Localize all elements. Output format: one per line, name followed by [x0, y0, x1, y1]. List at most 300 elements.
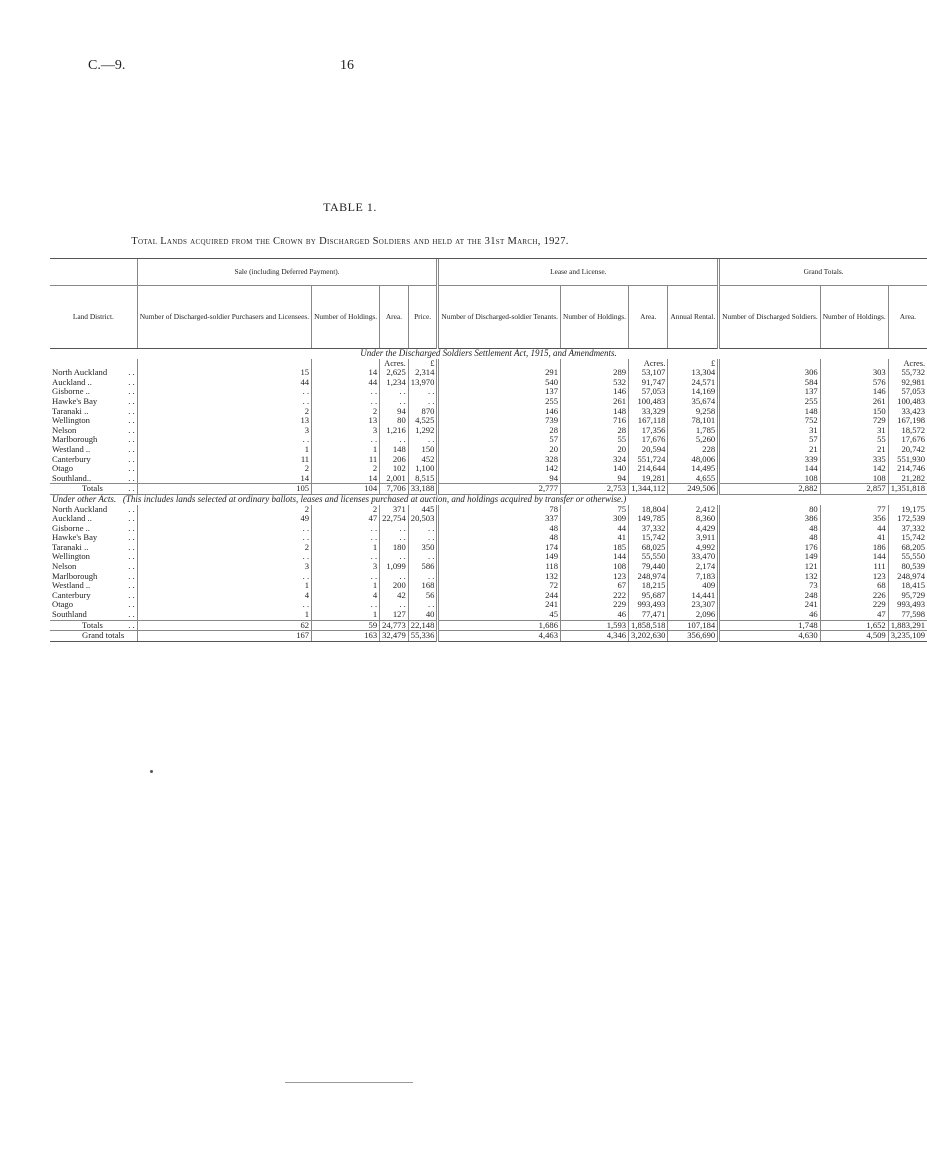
value-cell: . . [137, 600, 311, 610]
value-cell: 261 [820, 397, 888, 407]
value-cell: 226 [820, 591, 888, 601]
value-cell: 33,470 [668, 552, 719, 562]
value-cell: 55,732 [888, 368, 927, 378]
col-grand-holdings: Number of Holdings. [820, 286, 888, 349]
value-cell: . . [380, 387, 409, 397]
value-cell: 4,463 [438, 631, 561, 642]
value-cell: 23,307 [668, 600, 719, 610]
district-cell: Marlborough [52, 434, 98, 445]
value-cell: 1,234 [380, 378, 409, 388]
value-cell: 68 [820, 581, 888, 591]
table-row [50, 455, 927, 465]
value-cell: 31 [820, 426, 888, 436]
value-cell: 92,981 [888, 378, 927, 388]
district-cell: Southland [52, 609, 87, 620]
value-cell: 1,099 [380, 562, 409, 572]
ink-mark [150, 770, 153, 773]
value-cell: . . [408, 600, 438, 610]
value-cell: 67 [561, 581, 629, 591]
value-cell: 48 [438, 524, 561, 534]
value-cell: 2 [137, 407, 311, 417]
value-cell: 21 [719, 445, 821, 455]
unit-sale-area: Acres. [380, 359, 409, 369]
value-cell: . . [312, 524, 380, 534]
value-cell: 148 [380, 445, 409, 455]
col-sale-area: Area. [380, 286, 409, 349]
table-row [50, 514, 927, 524]
value-cell: . . [137, 552, 311, 562]
leader-dots: . . [128, 580, 135, 591]
value-cell: 14 [312, 368, 380, 378]
value-cell: 21 [820, 445, 888, 455]
leader-dots: . . [128, 386, 135, 397]
table-title: TABLE 1. [323, 200, 377, 214]
table-row [50, 552, 927, 562]
value-cell: . . [312, 533, 380, 543]
col-sale-holdings: Number of Holdings. [312, 286, 380, 349]
col-lease-tenants: Number of Discharged-soldier Tenants. [438, 286, 561, 349]
value-cell: 1,785 [668, 426, 719, 436]
value-cell: 14,495 [668, 464, 719, 474]
value-cell: 4,630 [719, 631, 821, 642]
leader-dots: . . [128, 541, 135, 552]
value-cell: 386 [719, 514, 821, 524]
leader-dots: . . [128, 551, 135, 562]
value-cell: . . [408, 572, 438, 582]
table-row [50, 368, 927, 378]
value-cell: 95,729 [888, 591, 927, 601]
value-cell: . . [312, 387, 380, 397]
leader-dots: . . [128, 415, 135, 426]
value-cell: 20,742 [888, 445, 927, 455]
value-cell: 8,515 [408, 474, 438, 484]
value-cell: 1,883,291 [888, 620, 927, 631]
value-cell: 3 [137, 426, 311, 436]
value-cell: 14 [312, 474, 380, 484]
value-cell: 200 [380, 581, 409, 591]
value-cell: . . [380, 533, 409, 543]
value-cell: 586 [408, 562, 438, 572]
value-cell: 20 [561, 445, 629, 455]
value-cell: 2 [312, 505, 380, 515]
value-cell: 532 [561, 378, 629, 388]
value-cell: 214,746 [888, 464, 927, 474]
land-table [50, 258, 927, 642]
value-cell: 3,202,630 [629, 631, 668, 642]
value-cell: 540 [438, 378, 561, 388]
leader-dots: . . [128, 609, 135, 620]
value-cell: 168 [408, 581, 438, 591]
table-row [50, 416, 927, 426]
value-cell: 4,346 [561, 631, 629, 642]
value-cell: 350 [408, 543, 438, 553]
value-cell: 55,550 [888, 552, 927, 562]
value-cell: 144 [561, 552, 629, 562]
grand-totals-row [50, 631, 927, 642]
leader-dots: . . [128, 599, 135, 610]
value-cell: 339 [719, 455, 821, 465]
value-cell: 14,441 [668, 591, 719, 601]
col-grand-area: Area. [888, 286, 927, 349]
lease-group-header: Lease and License. [438, 259, 719, 286]
value-cell: 15,742 [888, 533, 927, 543]
value-cell: 137 [719, 387, 821, 397]
value-cell: 33,423 [888, 407, 927, 417]
leader-dots: . . [128, 463, 135, 474]
value-cell: 118 [438, 562, 561, 572]
value-cell: 78 [438, 505, 561, 515]
value-cell: 45 [438, 610, 561, 620]
value-cell: 309 [561, 514, 629, 524]
value-cell: . . [312, 600, 380, 610]
leader-dots: . . [128, 503, 135, 514]
value-cell: 144 [820, 552, 888, 562]
leader-dots: . . [128, 561, 135, 572]
value-cell: . . [408, 552, 438, 562]
value-cell: 255 [438, 397, 561, 407]
district-cell: North Auckland [52, 503, 108, 514]
value-cell: 229 [561, 600, 629, 610]
district-cell: Westland .. [52, 580, 91, 591]
district-cell: Nelson [52, 561, 77, 572]
value-cell: 15 [137, 368, 311, 378]
value-cell: 167,118 [629, 416, 668, 426]
value-cell: 2 [312, 464, 380, 474]
value-cell: 28 [561, 426, 629, 436]
value-cell: 42 [380, 591, 409, 601]
value-cell: 146 [438, 407, 561, 417]
value-cell: . . [380, 552, 409, 562]
value-cell: 1,652 [820, 620, 888, 631]
value-cell: 132 [438, 572, 561, 582]
table-row [50, 524, 927, 534]
value-cell: 185 [561, 543, 629, 553]
value-cell: 167,198 [888, 416, 927, 426]
col-sale-purchasers: Number of Discharged-soldier Purchasers and Licensees. [137, 286, 311, 349]
value-cell: 13 [137, 416, 311, 426]
section-1-title-row [50, 349, 927, 359]
value-cell: 73 [719, 581, 821, 591]
value-cell: 149 [438, 552, 561, 562]
value-cell: 174 [438, 543, 561, 553]
value-cell: 241 [438, 600, 561, 610]
value-cell: 13,970 [408, 378, 438, 388]
value-cell: 47 [312, 514, 380, 524]
district-cell: Hawke's Bay [52, 532, 98, 543]
value-cell: 94 [380, 407, 409, 417]
section-2-lead: Under other Acts. [52, 493, 117, 504]
value-cell: 49 [137, 514, 311, 524]
district-cell: Auckland .. [52, 513, 92, 524]
table-row [50, 407, 927, 417]
table-row [50, 397, 927, 407]
leader-dots: . . [128, 472, 135, 483]
value-cell: 150 [820, 407, 888, 417]
value-cell: 4,509 [820, 631, 888, 642]
value-cell: 14,169 [668, 387, 719, 397]
value-cell: 20,503 [408, 514, 438, 524]
value-cell: 149 [719, 552, 821, 562]
table-row [50, 445, 927, 455]
leader-dots: . . [128, 522, 135, 533]
district-cell: Gisborne .. [52, 522, 90, 533]
value-cell: 7,183 [668, 572, 719, 582]
col-lease-area: Area. [629, 286, 668, 349]
value-cell: 2,777 [438, 484, 561, 495]
value-cell: 20 [438, 445, 561, 455]
value-cell: 335 [820, 455, 888, 465]
value-cell: 4,992 [668, 543, 719, 553]
value-cell: . . [408, 533, 438, 543]
value-cell: 107,184 [668, 620, 719, 631]
value-cell: 40 [408, 610, 438, 620]
table-row [50, 387, 927, 397]
table-subtitle: Total Lands acquired from the Crown by Discharged Soldiers and held at the 31st March, 1927. [131, 236, 569, 247]
value-cell: 18,415 [888, 581, 927, 591]
value-cell: 303 [820, 368, 888, 378]
leader-dots: . . [128, 424, 135, 435]
value-cell: 229 [820, 600, 888, 610]
value-cell: 32,479 [380, 631, 409, 642]
value-cell: 149,785 [629, 514, 668, 524]
value-cell: 249,506 [668, 484, 719, 495]
value-cell: 11 [137, 455, 311, 465]
value-cell: 3 [312, 562, 380, 572]
value-cell: . . [408, 397, 438, 407]
district-cell: Nelson [52, 424, 77, 435]
table-row [50, 572, 927, 582]
value-cell: . . [380, 397, 409, 407]
value-cell: 108 [820, 474, 888, 484]
value-cell: 148 [719, 407, 821, 417]
value-cell: 77,598 [888, 610, 927, 620]
col-sale-price: Price. [408, 286, 438, 349]
district-cell: Marlborough [52, 570, 98, 581]
value-cell: . . [312, 572, 380, 582]
district-cell: Wellington [52, 551, 90, 562]
value-cell: 19,175 [888, 505, 927, 515]
leader-dots: . . [128, 453, 135, 464]
value-cell: 75 [561, 505, 629, 515]
value-cell: 132 [719, 572, 821, 582]
value-cell: 1,593 [561, 620, 629, 631]
value-cell: 33,329 [629, 407, 668, 417]
value-cell: 94 [438, 474, 561, 484]
value-cell: 244 [438, 591, 561, 601]
value-cell: 1 [137, 445, 311, 455]
value-cell: 123 [820, 572, 888, 582]
value-cell: 20,594 [629, 445, 668, 455]
value-cell: 356,690 [668, 631, 719, 642]
value-cell: 371 [380, 505, 409, 515]
section-1-title: Under the Discharged Soldiers Settlement Act, 1915, and Amendments. [360, 348, 617, 358]
value-cell: 55,336 [408, 631, 438, 642]
value-cell: . . [380, 572, 409, 582]
value-cell: 17,676 [888, 435, 927, 445]
value-cell: 1 [312, 543, 380, 553]
value-cell: 55,550 [629, 552, 668, 562]
leader-dots: . . [128, 513, 135, 524]
value-cell: 1,858,518 [629, 620, 668, 631]
value-cell: 248,974 [629, 572, 668, 582]
value-cell: . . [137, 387, 311, 397]
leader-dots: . . [128, 376, 135, 387]
page-number: 16 [340, 58, 354, 73]
value-cell: 44 [137, 378, 311, 388]
value-cell: 172,539 [888, 514, 927, 524]
value-cell: 77,471 [629, 610, 668, 620]
value-cell: 291 [438, 368, 561, 378]
value-cell: 1,748 [719, 620, 821, 631]
leader-dots [126, 631, 137, 642]
value-cell: 72 [438, 581, 561, 591]
value-cell: 584 [719, 378, 821, 388]
value-cell: 17,356 [629, 426, 668, 436]
totals-row [50, 484, 927, 495]
value-cell: 2 [312, 407, 380, 417]
value-cell: 1 [312, 445, 380, 455]
table-row [50, 505, 927, 515]
value-cell: 123 [561, 572, 629, 582]
value-cell: 1,351,818 [888, 484, 927, 495]
value-cell: 79,440 [629, 562, 668, 572]
value-cell: 37,332 [629, 524, 668, 534]
value-cell: 48,006 [668, 455, 719, 465]
value-cell: 248 [719, 591, 821, 601]
value-cell: . . [408, 435, 438, 445]
units-row [50, 359, 927, 369]
value-cell: . . [408, 387, 438, 397]
leader-dots: . . [126, 620, 137, 631]
value-cell: 104 [312, 484, 380, 495]
table-row [50, 581, 927, 591]
value-cell: 4,655 [668, 474, 719, 484]
report-reference: C.—9. [88, 58, 126, 73]
value-cell: 17,676 [629, 435, 668, 445]
value-cell: 241 [719, 600, 821, 610]
unit-lease-area: Acres. [629, 359, 668, 369]
section-2-note: (This includes lands selected at ordinary ballots, leases and licenses purchased at auction, and holdings acquired by transfer or otherwise.) [122, 493, 627, 504]
leader-dots: . . [128, 367, 135, 378]
value-cell: 551,930 [888, 455, 927, 465]
value-cell: 28 [438, 426, 561, 436]
value-cell: 3 [312, 426, 380, 436]
value-cell: 11 [312, 455, 380, 465]
value-cell: 46 [561, 610, 629, 620]
district-cell: Taranaki .. [52, 405, 89, 416]
grand-group-header: Grand Totals. [719, 259, 927, 286]
value-cell: 8,360 [668, 514, 719, 524]
value-cell: 33,188 [408, 484, 438, 495]
table-row [50, 543, 927, 553]
district-cell: Southland.. [52, 472, 92, 483]
value-cell: . . [137, 572, 311, 582]
table-row [50, 533, 927, 543]
totals-row [50, 620, 927, 631]
district-cell: Canterbury [52, 589, 91, 600]
unit-lease-rental: £ [668, 359, 719, 369]
value-cell: 1,686 [438, 620, 561, 631]
value-cell: 142 [438, 464, 561, 474]
value-cell: 108 [561, 562, 629, 572]
value-cell: 18,215 [629, 581, 668, 591]
value-cell: 7,706 [380, 484, 409, 495]
district-cell: Totals [50, 620, 126, 631]
value-cell: 214,644 [629, 464, 668, 474]
value-cell: 409 [668, 581, 719, 591]
value-cell: 100,483 [629, 397, 668, 407]
leader-dots: . . [128, 570, 135, 581]
value-cell: 1 [312, 610, 380, 620]
district-cell: North Auckland [52, 367, 108, 378]
value-cell: . . [137, 397, 311, 407]
value-cell: 2 [137, 464, 311, 474]
value-cell: 31 [719, 426, 821, 436]
value-cell: 2,174 [668, 562, 719, 572]
value-cell: 13,304 [668, 368, 719, 378]
value-cell: 576 [820, 378, 888, 388]
col-grand-soldiers: Number of Discharged Soldiers. [719, 286, 821, 349]
value-cell: 78,101 [668, 416, 719, 426]
grand-totals [50, 631, 927, 642]
value-cell: 57 [438, 435, 561, 445]
value-cell: 44 [561, 524, 629, 534]
table-row [50, 426, 927, 436]
section-2-title [50, 494, 927, 504]
value-cell: 870 [408, 407, 438, 417]
value-cell: 108 [719, 474, 821, 484]
district-cell: Otago [52, 463, 74, 474]
col-lease-holdings: Number of Holdings. [561, 286, 629, 349]
value-cell: 1 [137, 610, 311, 620]
leader-dots: . . [128, 589, 135, 600]
table-row [50, 562, 927, 572]
leader-dots: . . [128, 532, 135, 543]
value-cell: . . [380, 435, 409, 445]
district-cell: Grand totals [50, 631, 126, 642]
value-cell: 3,235,109 [888, 631, 927, 642]
value-cell: 57,053 [629, 387, 668, 397]
value-cell: 289 [561, 368, 629, 378]
value-cell: 3 [137, 562, 311, 572]
table-row [50, 474, 927, 484]
value-cell: 21,282 [888, 474, 927, 484]
leader-dots: . . [128, 395, 135, 406]
value-cell: 1 [137, 581, 311, 591]
value-cell: 57 [719, 435, 821, 445]
section-1-totals [50, 484, 927, 495]
value-cell: 37,332 [888, 524, 927, 534]
value-cell: 739 [438, 416, 561, 426]
value-cell: 22,754 [380, 514, 409, 524]
table-row [50, 464, 927, 474]
value-cell: 2,753 [561, 484, 629, 495]
value-cell: 255 [719, 397, 821, 407]
value-cell: 91,747 [629, 378, 668, 388]
value-cell: 4 [312, 591, 380, 601]
leader-dots: . . [128, 443, 135, 454]
footer-rule [285, 1082, 413, 1083]
value-cell: 2,625 [380, 368, 409, 378]
value-cell: 48 [719, 533, 821, 543]
value-cell: 68,025 [629, 543, 668, 553]
district-cell: Auckland .. [52, 376, 92, 387]
value-cell: 57,053 [888, 387, 927, 397]
value-cell: 80,539 [888, 562, 927, 572]
table-row [50, 600, 927, 610]
value-cell: 47 [820, 610, 888, 620]
value-cell: 62 [137, 620, 311, 631]
